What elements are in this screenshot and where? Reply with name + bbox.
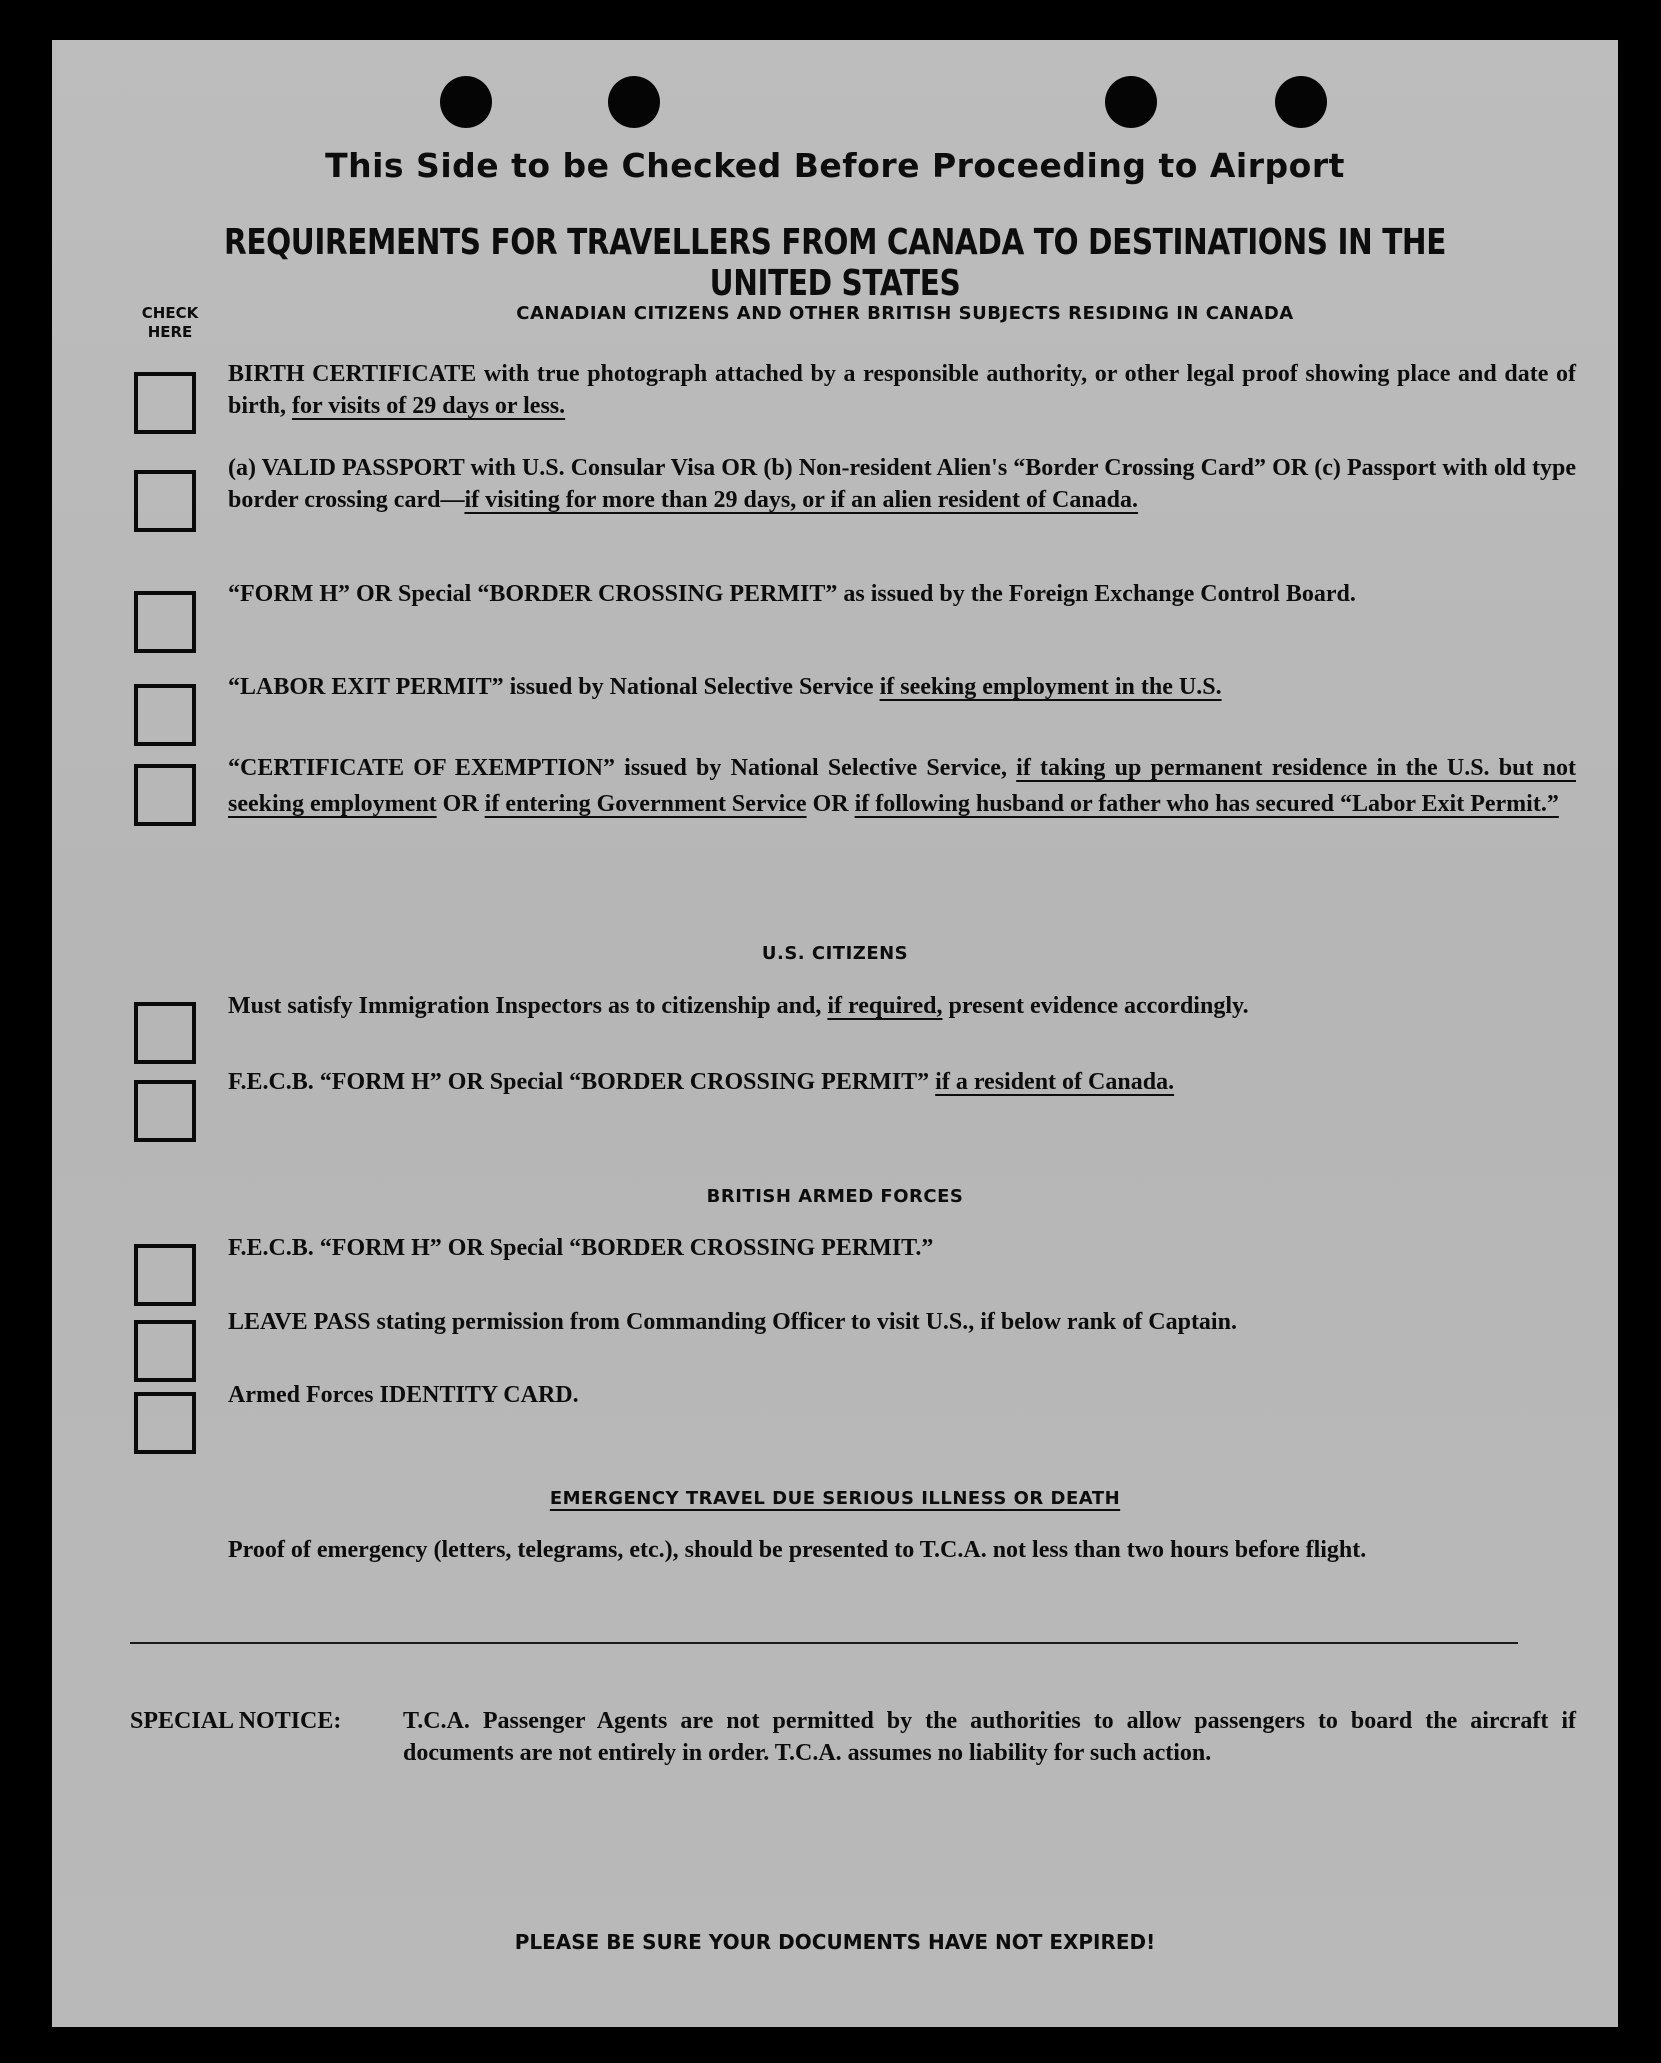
punch-hole: [440, 76, 492, 128]
requirement-birth-certificate: [228, 358, 1576, 422]
checkbox-form-h[interactable]: [134, 591, 196, 653]
page-title: REQUIREMENTS FOR TRAVELLERS FROM CANADA TO DESTINATIONS IN THE UNITED STATES: [224, 222, 1446, 304]
section-title-us: U.S. CITIZENS: [761, 943, 909, 964]
special-notice-text: T.C.A. Passenger Agents are not permitted by the authorities to allow passengers to board the aircraft if documents are not entirely in order. T.C.A. assumes no liability for such action.: [403, 1708, 1576, 1766]
requirement-citizenship-evidence: [228, 990, 1576, 1022]
requirement-text: “CERTIFICATE OF EXEMPTION” issued by National Selective Service,: [228, 755, 1017, 781]
requirement-condition: if entering Government Service: [484, 791, 807, 817]
punch-hole: [1105, 76, 1157, 128]
document-page: [52, 40, 1618, 2027]
footer-warning: PLEASE BE SURE YOUR DOCUMENTS HAVE NOT EXPIRED!: [514, 1930, 1156, 1954]
side-note-heading: This Side to be Checked Before Proceeding to Airport: [325, 146, 1345, 185]
section-title-emergency: [52, 1488, 1618, 1509]
requirement-condition: if seeking employment in the U.S.: [879, 674, 1222, 700]
requirement-text: “LABOR EXIT PERMIT” issued by National Selective Service: [228, 674, 880, 700]
requirement-fecb-form-h-forces: F.E.C.B. “FORM H” OR Special “BORDER CROSSING PERMIT.”: [228, 1235, 934, 1261]
requirement-leave-pass: LEAVE PASS stating permission from Commanding Officer to visit U.S., if below rank of Captain.: [228, 1309, 1237, 1335]
checkbox-birth-certificate[interactable]: [134, 372, 196, 434]
section-title-british: BRITISH ARMED FORCES: [706, 1186, 964, 1207]
requirement-text: (a) VALID PASSPORT with U.S. Consular Visa OR (b) Non-resident Alien's “Border Crossing Card” OR (c) Passport with old type border crossing card—: [228, 455, 1576, 513]
requirement-condition: if taking up permanent residence in the U.S. but not seeking employment: [228, 755, 1576, 817]
checkbox-fecb-form-h-forces[interactable]: [134, 1244, 196, 1306]
punch-hole: [1275, 76, 1327, 128]
checkbox-certificate-of-exemption[interactable]: [134, 764, 196, 826]
checkbox-citizenship-evidence[interactable]: [134, 1002, 196, 1064]
requirement-text: present evidence accordingly.: [942, 993, 1249, 1019]
requirement-form-h: [228, 578, 1576, 610]
checkbox-leave-pass[interactable]: [134, 1320, 196, 1382]
requirement-text: “FORM H” OR Special “BORDER CROSSING PERMIT” as issued by the Foreign Exchange Control Board.: [228, 581, 1356, 607]
emergency-title-text: EMERGENCY TRAVEL DUE SERIOUS ILLNESS OR DEATH: [549, 1488, 1121, 1509]
requirement-fecb-form-h-us: [228, 1066, 1576, 1098]
checkbox-identity-card[interactable]: [134, 1392, 196, 1454]
requirement-condition: if required,: [827, 993, 943, 1019]
requirement-valid-passport: [228, 452, 1576, 516]
requirement-certificate-of-exemption: [228, 750, 1576, 822]
checkbox-labor-exit-permit[interactable]: [134, 684, 196, 746]
requirement-labor-exit-permit: [228, 671, 1576, 703]
requirement-condition: if following husband or father who has secured “Labor Exit Permit.”: [854, 791, 1559, 817]
special-notice-label: SPECIAL NOTICE:: [130, 1708, 342, 1734]
requirement-text: BIRTH CERTIFICATE with true photograph attached by a responsible authority, or other legal proof showing place and date of birth,: [228, 361, 1576, 419]
requirement-text: OR: [436, 791, 485, 817]
section-title-canadian: CANADIAN CITIZENS AND OTHER BRITISH SUBJECTS RESIDING IN CANADA: [516, 303, 1294, 324]
requirement-condition: if visiting for more than 29 days, or if an alien resident of Canada.: [464, 487, 1139, 513]
requirement-condition: for visits of 29 days or less.: [292, 393, 566, 419]
divider-rule: [130, 1642, 1518, 1644]
check-here-label: CHECK HERE: [141, 304, 199, 341]
punch-hole: [608, 76, 660, 128]
requirement-text: F.E.C.B. “FORM H” OR Special “BORDER CROSSING PERMIT”: [228, 1069, 936, 1095]
requirement-text: Must satisfy Immigration Inspectors as to citizenship and,: [228, 993, 828, 1019]
checkbox-valid-passport[interactable]: [134, 470, 196, 532]
requirement-text: OR: [806, 791, 855, 817]
checkbox-fecb-form-h-us[interactable]: [134, 1080, 196, 1142]
requirement-identity-card: Armed Forces IDENTITY CARD.: [228, 1382, 579, 1408]
requirement-condition: if a resident of Canada.: [935, 1069, 1175, 1095]
emergency-instructions: Proof of emergency (letters, telegrams, etc.), should be presented to T.C.A. not less than two hours before flight.: [228, 1537, 1367, 1563]
